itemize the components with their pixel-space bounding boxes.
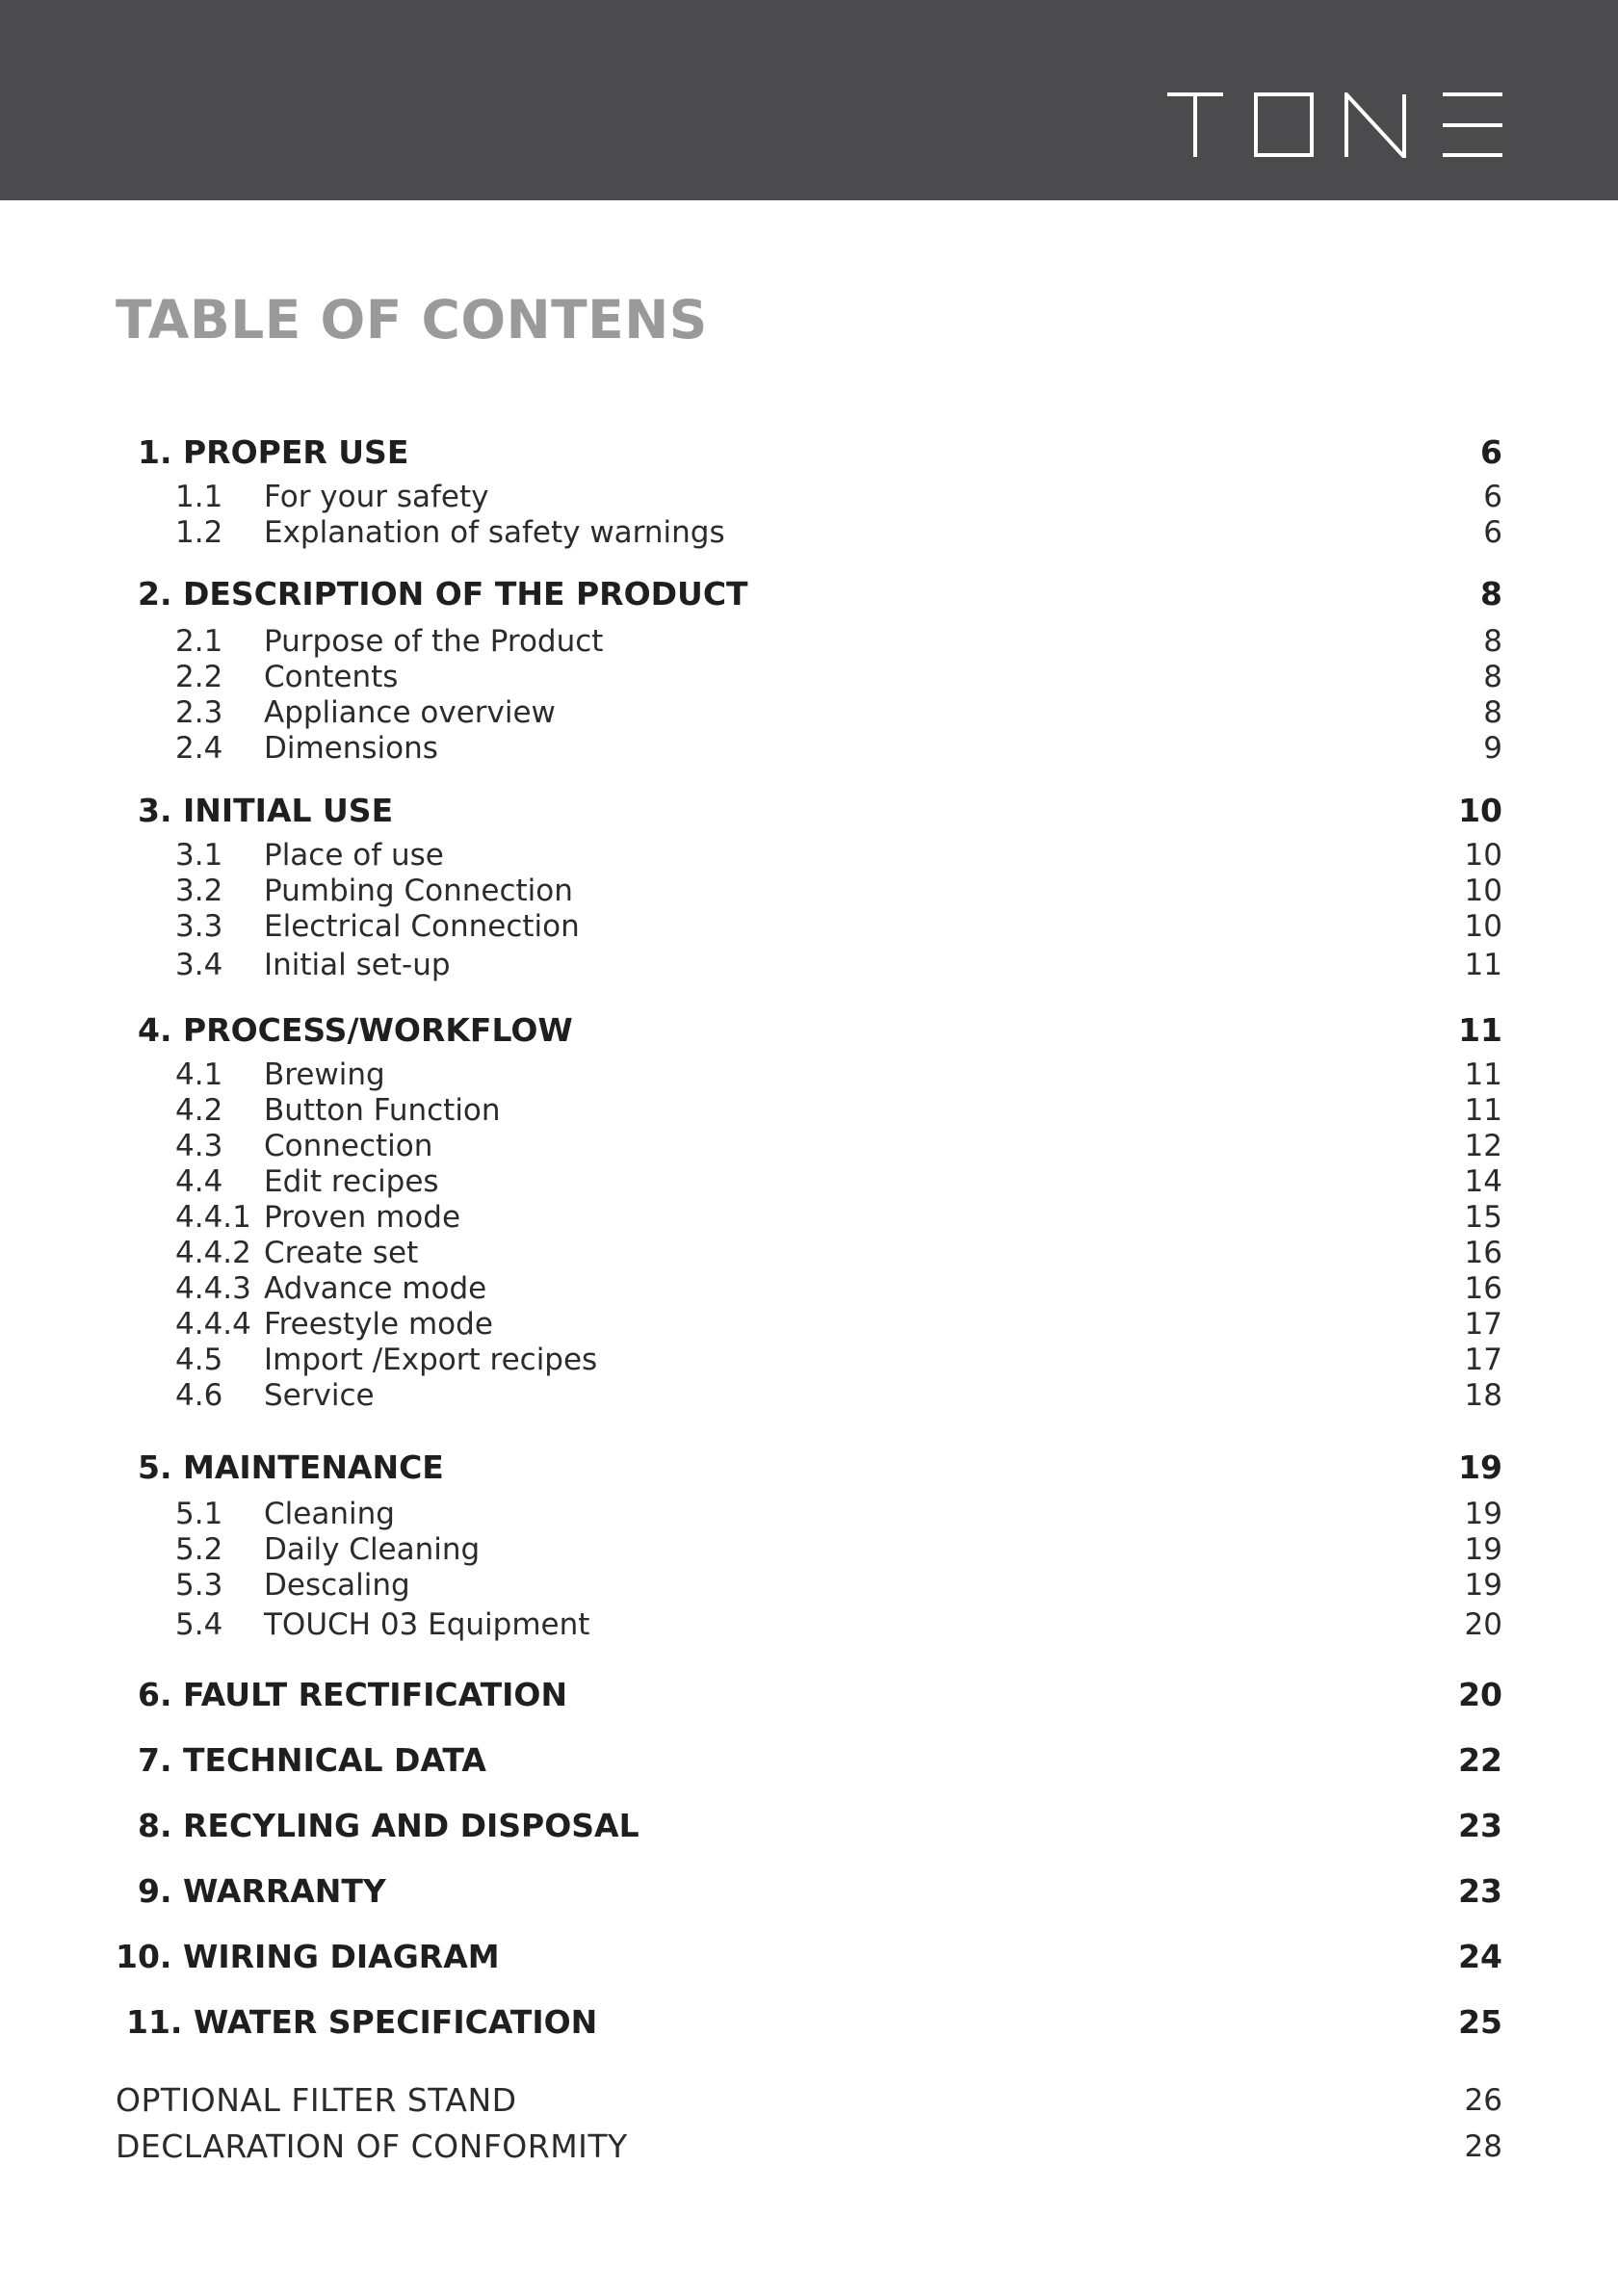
toc-item-page: 17 [1464,1343,1502,1377]
toc-item-title: Import /Export recipes [264,1343,598,1377]
toc-extra-page: 26 [1464,2083,1502,2118]
toc-item-number: 2.4 [175,731,223,766]
toc-section-title: 3. INITIAL USE [138,792,394,829]
toc-item-number: 5.1 [175,1497,223,1531]
toc-item[interactable] [0,1373,1618,1418]
toc-extra-title: DECLARATION OF CONFORMITY [116,2127,628,2165]
toc-item-number: 3.2 [175,874,223,908]
toc-item-title: Cleaning [264,1497,395,1531]
toc-item-title: Initial set-up [264,948,451,982]
toc-item-number: 2.2 [175,660,223,694]
toc-item-title: Place of use [264,838,444,873]
toc-item-page: 6 [1483,480,1502,514]
toc-item-page: 10 [1464,909,1502,944]
toc-item-title: Connection [264,1129,433,1163]
toc-item[interactable] [0,510,1618,555]
toc-section-page: 11 [1458,1011,1502,1049]
toc-item-title: Freestyle mode [264,1307,493,1342]
tone-logo [1167,92,1502,158]
toc-section-2[interactable] [0,572,1618,616]
tone-logo-mark [1167,92,1502,158]
toc-section-page: 23 [1458,1872,1502,1910]
toc-item-page: 8 [1483,660,1502,694]
toc-item-number: 4.4.3 [175,1271,251,1306]
toc-item-title: Contents [264,660,399,694]
toc-item-number: 5.3 [175,1568,223,1603]
toc-item-page: 19 [1464,1532,1502,1567]
toc-item-page: 19 [1464,1497,1502,1531]
toc-section-title: 11. WATER SPECIFICATION [126,2003,598,2041]
toc-section-title: 1. PROPER USE [138,433,409,471]
toc-item-number: 3.4 [175,948,223,982]
toc-item-page: 11 [1464,1057,1502,1092]
toc-item-number: 4.5 [175,1343,223,1377]
toc-item-page: 20 [1464,1607,1502,1642]
toc-extra-title: OPTIONAL FILTER STAND [116,2081,517,2119]
toc-item-number: 4.4.2 [175,1236,251,1270]
toc-item-page: 15 [1464,1200,1502,1235]
toc-item-title: Dimensions [264,731,438,766]
toc-item-title: Appliance overview [264,695,556,730]
toc-item[interactable] [0,726,1618,770]
toc-section-title: 10. WIRING DIAGRAM [116,1938,500,1975]
toc-item-title: Proven mode [264,1200,461,1235]
toc-section-title: 9. WARRANTY [138,1872,386,1910]
toc-section-5[interactable] [0,1446,1618,1490]
toc-item-page: 12 [1464,1129,1502,1163]
toc-item-title: Create set [264,1236,419,1270]
toc-section-7[interactable] [0,1738,1618,1783]
toc-extra-page: 28 [1464,2129,1502,2164]
toc-item-number: 4.4 [175,1164,223,1199]
toc-item-title: Advance mode [264,1271,487,1306]
toc-item-number: 3.3 [175,909,223,944]
toc-section-title: 6. FAULT RECTIFICATION [138,1676,568,1713]
toc-item-page: 17 [1464,1307,1502,1342]
toc-section-3[interactable] [0,789,1618,833]
toc-item[interactable] [0,943,1618,987]
toc-section-4[interactable] [0,1008,1618,1053]
toc-section-title: 4. PROCESS/WORKFLOW [138,1011,573,1049]
toc-item-page: 8 [1483,624,1502,659]
toc-extra-filter-stand[interactable] [0,2078,1618,2123]
toc-item-number: 4.4.1 [175,1200,251,1235]
toc-section-title: 8. RECYLING AND DISPOSAL [138,1807,639,1844]
toc-section-8[interactable] [0,1804,1618,1848]
toc-section-page: 20 [1458,1676,1502,1713]
toc-section-page: 8 [1480,575,1502,613]
toc-item-title: Button Function [264,1093,501,1128]
toc-section-page: 6 [1480,433,1502,471]
toc-item-title: Explanation of safety warnings [264,515,725,550]
toc-section-page: 24 [1458,1938,1502,1975]
toc-item-title: Electrical Connection [264,909,580,944]
toc-section-9[interactable] [0,1869,1618,1914]
toc-item-number: 1.1 [175,480,223,514]
toc-item-title: TOUCH 03 Equipment [264,1607,590,1642]
toc-section-title: 7. TECHNICAL DATA [138,1741,486,1779]
toc-section-page: 19 [1458,1448,1502,1486]
toc-item-title: Purpose of the Product [264,624,604,659]
toc-item-page: 10 [1464,838,1502,873]
toc-item-page: 18 [1464,1378,1502,1413]
toc-item-page: 8 [1483,695,1502,730]
toc-item-number: 2.3 [175,695,223,730]
toc-item-page: 9 [1483,731,1502,766]
page-header [0,0,1618,200]
toc-item-number: 1.2 [175,515,223,550]
toc-item-title: Descaling [264,1568,410,1603]
toc-section-1[interactable] [0,430,1618,475]
toc-item-page: 10 [1464,874,1502,908]
toc-item-number: 4.1 [175,1057,223,1092]
toc-item-number: 5.2 [175,1532,223,1567]
toc-item-title: Pumbing Connection [264,874,573,908]
toc-item-page: 19 [1464,1568,1502,1603]
toc-section-page: 10 [1458,792,1502,829]
toc-item-page: 11 [1464,948,1502,982]
toc-section-title: 2. DESCRIPTION OF THE PRODUCT [138,575,748,613]
toc-item-number: 4.3 [175,1129,223,1163]
toc-item-title: For your safety [264,480,489,514]
toc-item-number: 5.4 [175,1607,223,1642]
toc-item-number: 2.1 [175,624,223,659]
toc-section-10[interactable] [0,1935,1618,1979]
page-title: TABLE OF CONTENS [116,289,708,351]
toc-item-page: 14 [1464,1164,1502,1199]
toc-extra-declaration[interactable] [0,2125,1618,2169]
toc-item-number: 4.2 [175,1093,223,1128]
toc-item-title: Edit recipes [264,1164,439,1199]
toc-item-title: Service [264,1378,375,1413]
toc-section-title: 5. MAINTENANCE [138,1448,444,1486]
toc-section-page: 22 [1458,1741,1502,1779]
toc-item-page: 11 [1464,1093,1502,1128]
toc-item[interactable] [0,1603,1618,1647]
toc-item-page: 6 [1483,515,1502,550]
toc-section-6[interactable] [0,1673,1618,1717]
toc-item-title: Brewing [264,1057,385,1092]
toc-section-11[interactable] [0,2000,1618,2045]
toc-item-number: 4.6 [175,1378,223,1413]
toc-section-page: 25 [1458,2003,1502,2041]
toc-section-page: 23 [1458,1807,1502,1844]
toc-item-title: Daily Cleaning [264,1532,481,1567]
toc-item-page: 16 [1464,1236,1502,1270]
toc-item-number: 4.4.4 [175,1307,251,1342]
toc-item-page: 16 [1464,1271,1502,1306]
toc-item-number: 3.1 [175,838,223,873]
toc-item[interactable] [0,1563,1618,1607]
